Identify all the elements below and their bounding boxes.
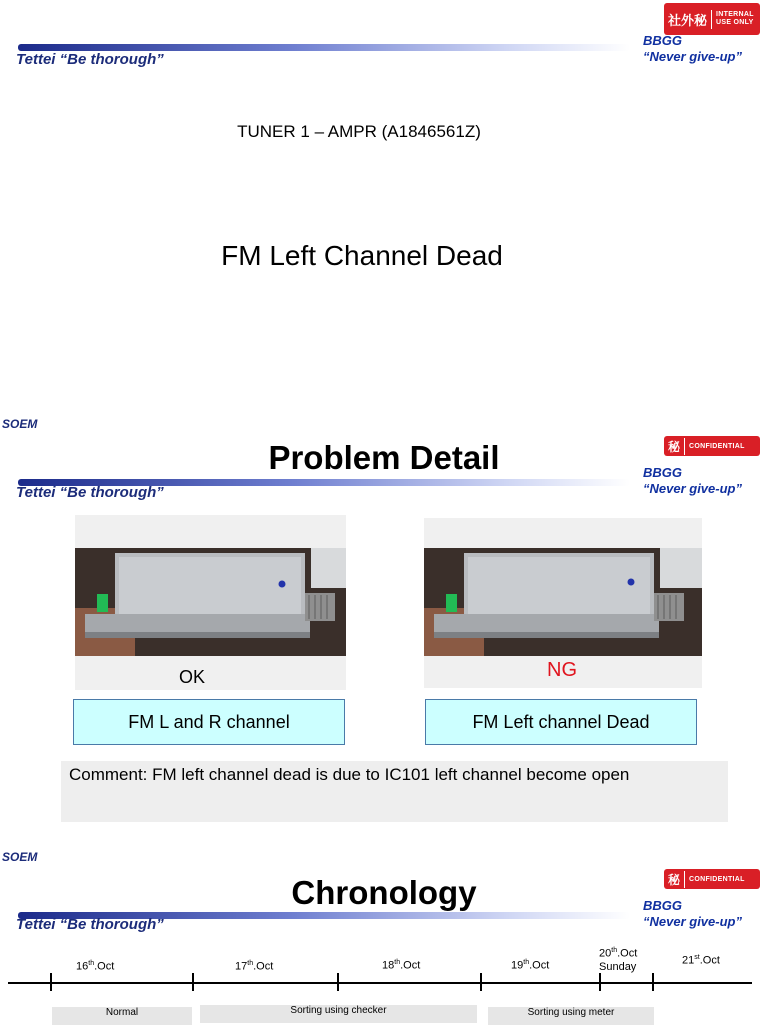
date-weekday: Sunday [599,960,637,973]
date-day: 17 [235,960,248,973]
date-month: .Oct [529,959,550,972]
bbgg-label: BBGG [643,898,682,913]
confidential-badge-label: CONFIDENTIAL [689,442,745,450]
bbgg-label: BBGG [643,33,682,48]
timeline-tick [337,973,339,991]
tettei-slogan: Tettei “Be thorough” [16,916,164,933]
slide-chronology [0,845,768,1024]
date-month: .Oct [617,947,638,960]
timeline-tick [480,973,482,991]
date-suffix: th [394,959,401,966]
ok-tuner-photo [75,548,346,656]
chronology-title: Chronology [291,874,477,911]
date-day: 21 [682,954,695,967]
date-label-20 [599,944,637,974]
bbgg-block [643,465,742,497]
soem-label: SOEM [2,850,38,864]
soem-label: SOEM [2,417,38,431]
ng-description-box: FM Left channel Dead [425,699,697,745]
date-month: .Oct [400,959,421,972]
internal-use-badge [664,3,760,35]
slide-problem-detail [0,412,768,845]
confidential-badge [664,869,760,889]
date-label-17 [235,957,273,974]
internal-badge-label [712,11,754,27]
tuner-module-image [424,548,702,656]
date-suffix: th [247,960,254,967]
timeline-tick [192,973,194,991]
phase-sorting-meter: Sorting using meter [488,1007,654,1025]
tettei-slogan: Tettei “Be thorough” [16,484,164,501]
date-label-16 [76,957,114,974]
phase-normal: Normal [52,1007,192,1025]
internal-badge-kanji: 社外秘 [664,10,712,29]
bbgg-label: BBGG [643,465,682,480]
comment-text: Comment: FM left channel dead is due to IC101 left channel become open [61,761,728,822]
never-give-up-motto: “Never give-up” [643,481,742,496]
slide-main-title: FM Left Channel Dead [221,240,503,271]
ok-description-box: FM L and R channel [73,699,345,745]
date-day: 16 [76,960,89,973]
ng-photo-panel [424,518,702,688]
ok-photo-panel [75,515,346,690]
internal-badge-label-line1: INTERNAL [716,11,754,18]
ng-tuner-photo [424,548,702,656]
confidential-badge [664,436,760,456]
never-give-up-motto: “Never give-up” [643,49,742,64]
tuner-subtitle: TUNER 1 – AMPR (A1846561Z) [237,122,481,141]
slide-title [0,0,768,412]
problem-detail-title: Problem Detail [268,439,500,476]
timeline-tick [599,973,601,991]
bbgg-block [643,33,742,65]
timeline-tick [652,973,654,991]
date-label-19 [511,956,549,973]
date-suffix: th [523,959,530,966]
date-month: .Oct [699,954,720,967]
date-suffix: th [611,947,618,954]
ok-status-label: OK [179,667,206,687]
date-suffix: th [88,960,95,967]
date-day: 18 [382,959,395,972]
tuner-module-image [75,548,346,656]
never-give-up-motto: “Never give-up” [643,914,742,929]
ng-status-label: NG [547,659,577,681]
date-month: .Oct [94,960,115,973]
bbgg-block [643,898,742,930]
timeline-tick [50,973,52,991]
confidential-badge-label: CONFIDENTIAL [689,875,745,883]
date-day: 20 [599,947,612,960]
confidential-badge-kanji: 秘 [664,438,685,455]
internal-badge-label-line2: USE ONLY [716,19,754,26]
date-month: .Oct [253,960,274,973]
date-suffix: st [694,954,700,961]
timeline-axis [8,982,752,984]
date-day: 19 [511,959,524,972]
tettei-slogan: Tettei “Be thorough” [16,51,164,68]
date-label-18 [382,956,420,973]
phase-sorting-checker: Sorting using checker [200,1005,477,1023]
date-label-21 [682,951,720,968]
confidential-badge-kanji: 秘 [664,871,685,888]
header-stripe [18,44,630,51]
